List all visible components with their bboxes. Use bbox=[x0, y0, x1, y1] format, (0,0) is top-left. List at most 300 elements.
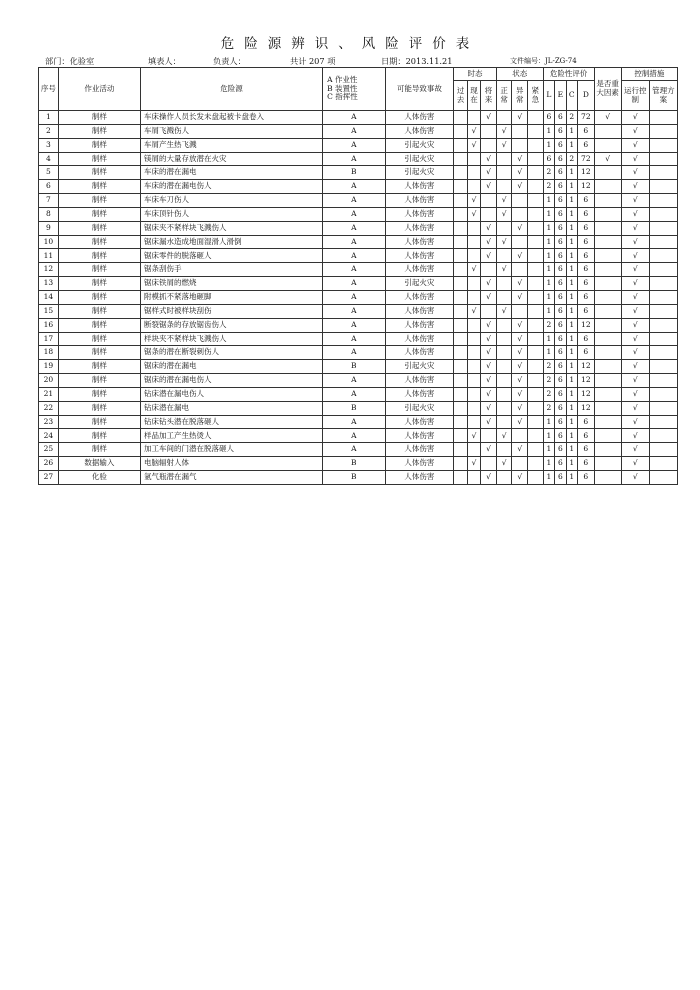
accident-cell: 人体伤害 bbox=[385, 415, 454, 429]
past-check bbox=[454, 111, 468, 125]
c-value: 1 bbox=[566, 318, 577, 332]
future-check: √ bbox=[481, 346, 497, 360]
emergency-check bbox=[528, 374, 544, 388]
normal-check bbox=[496, 166, 512, 180]
abnormal-check: √ bbox=[512, 443, 528, 457]
mgmt-plan-check bbox=[649, 194, 677, 208]
now-check bbox=[467, 443, 481, 457]
mgmt-plan-check bbox=[649, 111, 677, 125]
table-row bbox=[39, 332, 678, 346]
d-value: 6 bbox=[578, 235, 595, 249]
now-check bbox=[467, 166, 481, 180]
hazard-cell: 断裂锯条的存放锯齿伤人 bbox=[140, 318, 322, 332]
header-eval: 危险性评价 bbox=[543, 68, 594, 81]
accident-cell: 人体伤害 bbox=[385, 290, 454, 304]
now-check bbox=[467, 152, 481, 166]
d-value: 72 bbox=[578, 152, 595, 166]
emergency-check bbox=[528, 318, 544, 332]
l-value: 1 bbox=[543, 138, 554, 152]
future-check bbox=[481, 457, 497, 471]
major-check bbox=[594, 304, 621, 318]
d-value: 12 bbox=[578, 387, 595, 401]
e-value: 6 bbox=[555, 401, 566, 415]
abnormal-check bbox=[512, 429, 528, 443]
op-control-check: √ bbox=[621, 194, 649, 208]
e-value: 6 bbox=[555, 124, 566, 138]
d-value: 6 bbox=[578, 207, 595, 221]
past-check bbox=[454, 207, 468, 221]
abnormal-check: √ bbox=[512, 318, 528, 332]
row-number: 17 bbox=[39, 332, 59, 346]
header-activity: 作业活动 bbox=[58, 68, 140, 111]
e-value: 6 bbox=[555, 415, 566, 429]
mgmt-plan-check bbox=[649, 443, 677, 457]
now-check: √ bbox=[467, 124, 481, 138]
future-check: √ bbox=[481, 152, 497, 166]
op-control-check: √ bbox=[621, 415, 649, 429]
past-check bbox=[454, 138, 468, 152]
now-check bbox=[467, 387, 481, 401]
e-value: 6 bbox=[555, 249, 566, 263]
past-check bbox=[454, 346, 468, 360]
header-tense: 时态 bbox=[454, 68, 497, 81]
header-d: D bbox=[578, 81, 595, 111]
abnormal-check bbox=[512, 263, 528, 277]
major-check bbox=[594, 277, 621, 291]
op-control-check: √ bbox=[621, 443, 649, 457]
mgmt-plan-check bbox=[649, 318, 677, 332]
l-value: 1 bbox=[543, 429, 554, 443]
future-check bbox=[481, 207, 497, 221]
abnormal-check: √ bbox=[512, 332, 528, 346]
mgmt-plan-check bbox=[649, 360, 677, 374]
normal-check bbox=[496, 443, 512, 457]
op-control-check: √ bbox=[621, 346, 649, 360]
now-check bbox=[467, 221, 481, 235]
emergency-check bbox=[528, 387, 544, 401]
abnormal-check: √ bbox=[512, 180, 528, 194]
major-check bbox=[594, 249, 621, 263]
activity-cell: 制样 bbox=[58, 429, 140, 443]
normal-check bbox=[496, 249, 512, 263]
table-row bbox=[39, 207, 678, 221]
abnormal-check: √ bbox=[512, 166, 528, 180]
abnormal-check: √ bbox=[512, 277, 528, 291]
activity-cell: 制样 bbox=[58, 235, 140, 249]
major-check bbox=[594, 318, 621, 332]
d-value: 6 bbox=[578, 304, 595, 318]
c-value: 1 bbox=[566, 443, 577, 457]
past-check bbox=[454, 263, 468, 277]
normal-check bbox=[496, 180, 512, 194]
normal-check bbox=[496, 111, 512, 125]
table-row bbox=[39, 263, 678, 277]
c-value: 2 bbox=[566, 111, 577, 125]
page-title: 危险源辨识、风险评价表 bbox=[220, 36, 480, 52]
emergency-check bbox=[528, 457, 544, 471]
hazard-cell: 锯床铁屑的燃烧 bbox=[140, 277, 322, 291]
past-check bbox=[454, 443, 468, 457]
mgmt-plan-check bbox=[649, 415, 677, 429]
past-check bbox=[454, 415, 468, 429]
header-seq: 序号 bbox=[39, 68, 59, 111]
major-check bbox=[594, 470, 621, 484]
table-row bbox=[39, 304, 678, 318]
responsible-label: 负责人： bbox=[213, 56, 246, 66]
table-row bbox=[39, 277, 678, 291]
future-check: √ bbox=[481, 277, 497, 291]
d-value: 6 bbox=[578, 332, 595, 346]
type-cell: A bbox=[323, 332, 385, 346]
future-check: √ bbox=[481, 332, 497, 346]
activity-cell: 制样 bbox=[58, 332, 140, 346]
hazard-cell: 钻床钻头潜在脱落砸人 bbox=[140, 415, 322, 429]
activity-cell: 制样 bbox=[58, 207, 140, 221]
type-cell: A bbox=[323, 277, 385, 291]
accident-cell: 人体伤害 bbox=[385, 346, 454, 360]
d-value: 6 bbox=[578, 263, 595, 277]
l-value: 2 bbox=[543, 318, 554, 332]
l-value: 2 bbox=[543, 374, 554, 388]
future-check bbox=[481, 263, 497, 277]
major-check bbox=[594, 415, 621, 429]
e-value: 6 bbox=[555, 207, 566, 221]
normal-check: √ bbox=[496, 138, 512, 152]
op-control-check: √ bbox=[621, 304, 649, 318]
op-control-check: √ bbox=[621, 374, 649, 388]
type-cell: A bbox=[323, 235, 385, 249]
table-row bbox=[39, 111, 678, 125]
c-value: 1 bbox=[566, 304, 577, 318]
future-check: √ bbox=[481, 470, 497, 484]
op-control-check: √ bbox=[621, 152, 649, 166]
activity-cell: 制样 bbox=[58, 249, 140, 263]
activity-cell: 制样 bbox=[58, 401, 140, 415]
type-cell: A bbox=[323, 152, 385, 166]
e-value: 6 bbox=[555, 387, 566, 401]
now-check bbox=[467, 318, 481, 332]
table-row bbox=[39, 374, 678, 388]
emergency-check bbox=[528, 111, 544, 125]
type-cell: A bbox=[323, 207, 385, 221]
c-value: 1 bbox=[566, 124, 577, 138]
abnormal-check bbox=[512, 124, 528, 138]
future-check: √ bbox=[481, 374, 497, 388]
normal-check bbox=[496, 290, 512, 304]
now-check bbox=[467, 360, 481, 374]
row-number: 6 bbox=[39, 180, 59, 194]
l-value: 1 bbox=[543, 235, 554, 249]
hazard-cell: 电脑辐射人体 bbox=[140, 457, 322, 471]
normal-check bbox=[496, 360, 512, 374]
hazard-cell: 钻床潜在漏电伤人 bbox=[140, 387, 322, 401]
normal-check: √ bbox=[496, 235, 512, 249]
header-type bbox=[323, 68, 385, 111]
c-value: 2 bbox=[566, 152, 577, 166]
mgmt-plan-check bbox=[649, 290, 677, 304]
type-cell: A bbox=[323, 180, 385, 194]
type-cell: A bbox=[323, 221, 385, 235]
activity-cell: 制样 bbox=[58, 166, 140, 180]
row-number: 8 bbox=[39, 207, 59, 221]
table-row bbox=[39, 415, 678, 429]
l-value: 1 bbox=[543, 277, 554, 291]
accident-cell: 人体伤害 bbox=[385, 221, 454, 235]
table-row bbox=[39, 387, 678, 401]
l-value: 1 bbox=[543, 263, 554, 277]
major-check bbox=[594, 263, 621, 277]
row-number: 10 bbox=[39, 235, 59, 249]
mgmt-plan-check bbox=[649, 124, 677, 138]
hazard-cell: 锯床漏水造成地面湿滑人滑倒 bbox=[140, 235, 322, 249]
op-control-check: √ bbox=[621, 138, 649, 152]
type-cell: A bbox=[323, 124, 385, 138]
type-cell: B bbox=[323, 470, 385, 484]
doc-number: 文件编号：JL-ZG-74 bbox=[510, 57, 577, 65]
d-value: 6 bbox=[578, 138, 595, 152]
accident-cell: 人体伤害 bbox=[385, 249, 454, 263]
mgmt-plan-check bbox=[649, 429, 677, 443]
l-value: 1 bbox=[543, 346, 554, 360]
normal-check bbox=[496, 346, 512, 360]
row-number: 3 bbox=[39, 138, 59, 152]
past-check bbox=[454, 304, 468, 318]
activity-cell: 制样 bbox=[58, 346, 140, 360]
header-control: 控制措施 bbox=[621, 68, 677, 81]
mgmt-plan-check bbox=[649, 470, 677, 484]
table-row bbox=[39, 429, 678, 443]
emergency-check bbox=[528, 346, 544, 360]
future-check: √ bbox=[481, 318, 497, 332]
past-check bbox=[454, 152, 468, 166]
op-control-check: √ bbox=[621, 332, 649, 346]
e-value: 6 bbox=[555, 318, 566, 332]
accident-cell: 人体伤害 bbox=[385, 374, 454, 388]
abnormal-check: √ bbox=[512, 249, 528, 263]
now-check bbox=[467, 415, 481, 429]
hazard-cell: 车屑产生热飞溅 bbox=[140, 138, 322, 152]
normal-check: √ bbox=[496, 194, 512, 208]
row-number: 18 bbox=[39, 346, 59, 360]
mgmt-plan-check bbox=[649, 152, 677, 166]
risk-table bbox=[38, 67, 678, 485]
future-check: √ bbox=[481, 290, 497, 304]
abnormal-check bbox=[512, 138, 528, 152]
type-cell: A bbox=[323, 290, 385, 304]
past-check bbox=[454, 457, 468, 471]
type-cell: A bbox=[323, 249, 385, 263]
c-value: 1 bbox=[566, 401, 577, 415]
c-value: 1 bbox=[566, 387, 577, 401]
activity-cell: 制样 bbox=[58, 138, 140, 152]
now-check: √ bbox=[467, 263, 481, 277]
accident-cell: 引起火灾 bbox=[385, 166, 454, 180]
mgmt-plan-check bbox=[649, 138, 677, 152]
accident-cell: 人体伤害 bbox=[385, 235, 454, 249]
activity-cell: 化验 bbox=[58, 470, 140, 484]
activity-cell: 制样 bbox=[58, 374, 140, 388]
e-value: 6 bbox=[555, 277, 566, 291]
activity-cell: 制样 bbox=[58, 221, 140, 235]
future-check: √ bbox=[481, 443, 497, 457]
c-value: 1 bbox=[566, 457, 577, 471]
row-number: 25 bbox=[39, 443, 59, 457]
emergency-check bbox=[528, 124, 544, 138]
major-check bbox=[594, 235, 621, 249]
c-value: 1 bbox=[566, 277, 577, 291]
d-value: 12 bbox=[578, 166, 595, 180]
d-value: 6 bbox=[578, 443, 595, 457]
accident-cell: 引起火灾 bbox=[385, 152, 454, 166]
l-value: 1 bbox=[543, 304, 554, 318]
hazard-cell: 锯床的潜在漏电 bbox=[140, 360, 322, 374]
now-check bbox=[467, 374, 481, 388]
l-value: 1 bbox=[543, 470, 554, 484]
mgmt-plan-check bbox=[649, 304, 677, 318]
major-check bbox=[594, 346, 621, 360]
e-value: 6 bbox=[555, 194, 566, 208]
row-number: 24 bbox=[39, 429, 59, 443]
now-check bbox=[467, 111, 481, 125]
mgmt-plan-check bbox=[649, 401, 677, 415]
normal-check bbox=[496, 415, 512, 429]
type-cell: A bbox=[323, 387, 385, 401]
op-control-check: √ bbox=[621, 124, 649, 138]
emergency-check bbox=[528, 249, 544, 263]
header-c: C bbox=[566, 81, 577, 111]
emergency-check bbox=[528, 180, 544, 194]
filler-label: 填表人： bbox=[148, 56, 181, 66]
abnormal-check: √ bbox=[512, 360, 528, 374]
header-major: 是否重大因素 bbox=[594, 68, 621, 111]
emergency-check bbox=[528, 304, 544, 318]
table-row bbox=[39, 401, 678, 415]
activity-cell: 制样 bbox=[58, 263, 140, 277]
past-check bbox=[454, 180, 468, 194]
major-check bbox=[594, 374, 621, 388]
emergency-check bbox=[528, 277, 544, 291]
major-check bbox=[594, 180, 621, 194]
row-number: 5 bbox=[39, 166, 59, 180]
accident-cell: 人体伤害 bbox=[385, 429, 454, 443]
d-value: 12 bbox=[578, 318, 595, 332]
activity-cell: 制样 bbox=[58, 194, 140, 208]
e-value: 6 bbox=[555, 166, 566, 180]
abnormal-check bbox=[512, 235, 528, 249]
activity-cell: 制样 bbox=[58, 304, 140, 318]
type-cell: A bbox=[323, 346, 385, 360]
abnormal-check: √ bbox=[512, 387, 528, 401]
normal-check bbox=[496, 332, 512, 346]
now-check: √ bbox=[467, 304, 481, 318]
mgmt-plan-check bbox=[649, 346, 677, 360]
e-value: 6 bbox=[555, 235, 566, 249]
future-check: √ bbox=[481, 221, 497, 235]
mgmt-plan-check bbox=[649, 332, 677, 346]
mgmt-plan-check bbox=[649, 277, 677, 291]
d-value: 6 bbox=[578, 124, 595, 138]
e-value: 6 bbox=[555, 374, 566, 388]
c-value: 1 bbox=[566, 138, 577, 152]
table-row bbox=[39, 346, 678, 360]
header-l: L bbox=[543, 81, 554, 111]
emergency-check bbox=[528, 332, 544, 346]
accident-cell: 人体伤害 bbox=[385, 263, 454, 277]
type-cell: B bbox=[323, 401, 385, 415]
activity-cell: 制样 bbox=[58, 277, 140, 291]
now-check: √ bbox=[467, 429, 481, 443]
emergency-check bbox=[528, 221, 544, 235]
table-row bbox=[39, 457, 678, 471]
hazard-cell: 样品加工产生热烫人 bbox=[140, 429, 322, 443]
activity-cell: 制样 bbox=[58, 152, 140, 166]
activity-cell: 制样 bbox=[58, 290, 140, 304]
e-value: 6 bbox=[555, 429, 566, 443]
row-number: 27 bbox=[39, 470, 59, 484]
header-now: 现在 bbox=[467, 81, 481, 111]
normal-check: √ bbox=[496, 124, 512, 138]
mgmt-plan-check bbox=[649, 263, 677, 277]
row-number: 4 bbox=[39, 152, 59, 166]
accident-cell: 人体伤害 bbox=[385, 194, 454, 208]
emergency-check bbox=[528, 443, 544, 457]
header-e: E bbox=[555, 81, 566, 111]
hazard-cell: 样块夹不紧样块飞溅伤人 bbox=[140, 332, 322, 346]
hazard-cell: 锯条刮伤手 bbox=[140, 263, 322, 277]
table-row bbox=[39, 194, 678, 208]
c-value: 1 bbox=[566, 360, 577, 374]
table-row bbox=[39, 360, 678, 374]
mgmt-plan-check bbox=[649, 221, 677, 235]
row-number: 23 bbox=[39, 415, 59, 429]
op-control-check: √ bbox=[621, 263, 649, 277]
future-check: √ bbox=[481, 180, 497, 194]
accident-cell: 人体伤害 bbox=[385, 332, 454, 346]
table-row bbox=[39, 124, 678, 138]
major-check bbox=[594, 207, 621, 221]
type-cell: A bbox=[323, 304, 385, 318]
past-check bbox=[454, 374, 468, 388]
future-check bbox=[481, 124, 497, 138]
abnormal-check: √ bbox=[512, 374, 528, 388]
type-cell: A bbox=[323, 318, 385, 332]
activity-cell: 制样 bbox=[58, 415, 140, 429]
e-value: 6 bbox=[555, 138, 566, 152]
normal-check bbox=[496, 374, 512, 388]
d-value: 6 bbox=[578, 415, 595, 429]
hazard-cell: 车床车刀伤人 bbox=[140, 194, 322, 208]
table-row bbox=[39, 470, 678, 484]
header-future: 将来 bbox=[481, 81, 497, 111]
l-value: 1 bbox=[543, 249, 554, 263]
table-row bbox=[39, 180, 678, 194]
c-value: 1 bbox=[566, 263, 577, 277]
department-label: 部门：化验室 bbox=[45, 56, 95, 66]
past-check bbox=[454, 124, 468, 138]
op-control-check: √ bbox=[621, 111, 649, 125]
header-abnormal: 异常 bbox=[512, 81, 528, 111]
header-past: 过去 bbox=[454, 81, 468, 111]
c-value: 1 bbox=[566, 194, 577, 208]
hazard-cell: 镁屑的大量存放潜在火灾 bbox=[140, 152, 322, 166]
header-emergency: 紧急 bbox=[528, 81, 544, 111]
emergency-check bbox=[528, 166, 544, 180]
table-row bbox=[39, 166, 678, 180]
major-check bbox=[594, 443, 621, 457]
row-number: 21 bbox=[39, 387, 59, 401]
now-check bbox=[467, 180, 481, 194]
d-value: 6 bbox=[578, 457, 595, 471]
